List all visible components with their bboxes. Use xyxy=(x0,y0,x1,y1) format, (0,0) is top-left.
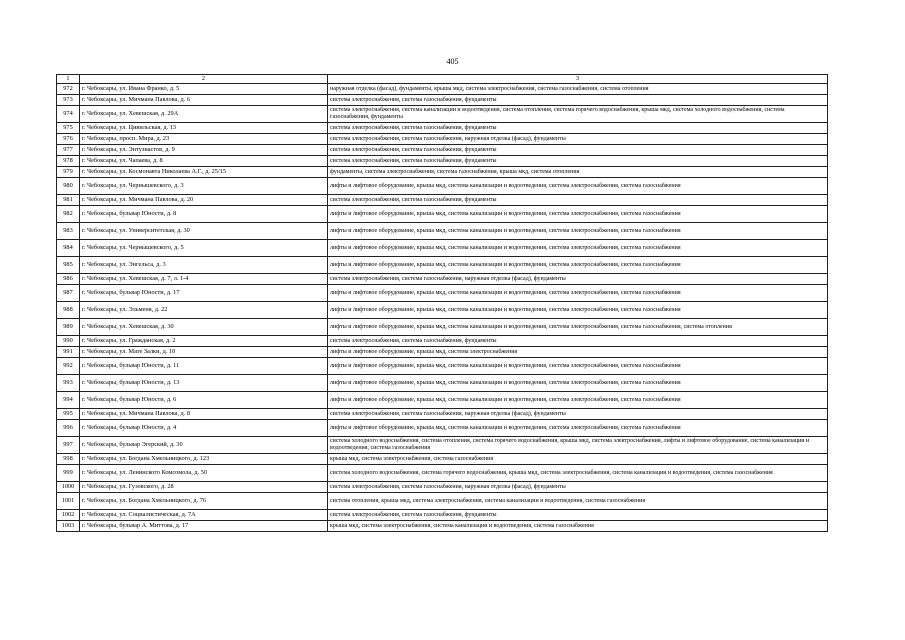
row-works: лифты и лифтовое оборудование, крыша мкд, система канализации и водоотведения, система электроснабжения, система газоснабжения xyxy=(328,223,828,240)
row-number: 984 xyxy=(57,240,80,257)
row-number: 998 xyxy=(57,454,80,465)
table-row xyxy=(57,336,828,347)
row-address: г. Чебоксары, ул. Ивана Франко, д. 5 xyxy=(80,84,328,95)
row-address: г. Чебоксары, ул. Социалистическая, д. 7А xyxy=(80,510,328,521)
row-works: система холодного водоснабжения, система горячего водоснабжения, крыша мкд, система электроснабжения, система канализации и водоотведения, система газоснабжения xyxy=(328,465,828,482)
row-works: система электроснабжения, система газоснабжения, наружная отделка (фасад), фундаменты xyxy=(328,482,828,493)
row-address: г. Чебоксары, ул. Университетская, д. 30 xyxy=(80,223,328,240)
row-address: г. Чебоксары, бульвар Юности, д. 17 xyxy=(80,285,328,302)
row-works: лифты и лифтовое оборудование, крыша мкд, система канализации и водоотведения, система электроснабжения, система газоснабжения, система отопления xyxy=(328,319,828,336)
table-row xyxy=(57,167,828,178)
row-address: г. Чебоксары, просп. Мира, д. 23 xyxy=(80,134,328,145)
row-address: г. Чебоксары, бульвар Юности, д. 13 xyxy=(80,375,328,392)
row-address: г. Чебоксары, ул. Чернышевского, д. 3 xyxy=(80,178,328,195)
table-row xyxy=(57,392,828,409)
table-row xyxy=(57,240,828,257)
row-number: 996 xyxy=(57,420,80,437)
table-row xyxy=(57,274,828,285)
row-number: 985 xyxy=(57,257,80,274)
header-col-number: 1 xyxy=(57,75,80,84)
table-row xyxy=(57,375,828,392)
buildings-table xyxy=(56,74,828,532)
row-address: г. Чебоксары, ул. Энгельса, д. 3 xyxy=(80,257,328,274)
row-address: г. Чебоксары, ул. Ленинского Комсомола, д. 50 xyxy=(80,465,328,482)
row-works: лифты и лифтовое оборудование, крыша мкд, система канализации и водоотведения, система электроснабжения, система газоснабжения xyxy=(328,206,828,223)
table-row xyxy=(57,257,828,274)
row-address: г. Чебоксары, ул. Мате Залки, д. 10 xyxy=(80,347,328,358)
row-address: г. Чебоксары, бульвар Юности, д. 11 xyxy=(80,358,328,375)
table-row xyxy=(57,482,828,493)
row-works: наружная отделка (фасад), фундаменты, крыша мкд, система электроснабжения, система газоснабжения, система отопления xyxy=(328,84,828,95)
table-row xyxy=(57,178,828,195)
row-address: г. Чебоксары, ул. Богдана Хмельницкого, д. 76 xyxy=(80,493,328,510)
row-address: г. Чебоксары, бульвар Юности, д. 8 xyxy=(80,206,328,223)
table-row xyxy=(57,302,828,319)
row-works: система электроснабжения, система газоснабжения, фундаменты xyxy=(328,95,828,106)
table-row xyxy=(57,106,828,123)
row-address: г. Чебоксары, ул. Богдана Хмельницкого, д. 123 xyxy=(80,454,328,465)
row-number: 979 xyxy=(57,167,80,178)
table-row xyxy=(57,134,828,145)
row-works: лифты и лифтовое оборудование, крыша мкд, система канализации и водоотведения, система электроснабжения, система газоснабжения xyxy=(328,375,828,392)
table-row xyxy=(57,465,828,482)
table-row xyxy=(57,195,828,206)
table-row xyxy=(57,145,828,156)
row-number: 975 xyxy=(57,123,80,134)
row-works: лифты и лифтовое оборудование, крыша мкд, система канализации и водоотведения, система электроснабжения, система газоснабжения xyxy=(328,420,828,437)
table-row xyxy=(57,84,828,95)
row-address: г. Чебоксары, ул. Чернышевского, д. 5 xyxy=(80,240,328,257)
row-number: 983 xyxy=(57,223,80,240)
row-works: лифты и лифтовое оборудование, крыша мкд, система электроснабжения xyxy=(328,347,828,358)
table-row xyxy=(57,420,828,437)
row-address: г. Чебоксары, ул. Космонавта Николаева А.Г., д. 25/15 xyxy=(80,167,328,178)
row-address: г. Чебоксары, ул. Мичмана Павлова, д. 6 xyxy=(80,95,328,106)
row-works: лифты и лифтовое оборудование, крыша мкд, система канализации и водоотведения, система электроснабжения, система газоснабжения xyxy=(328,302,828,319)
row-works: лифты и лифтовое оборудование, крыша мкд, система канализации и водоотведения, система электроснабжения, система газоснабжения xyxy=(328,392,828,409)
row-works: лифты и лифтовое оборудование, крыша мкд, система канализации и водоотведения, система электроснабжения, система газоснабжения xyxy=(328,358,828,375)
row-number: 976 xyxy=(57,134,80,145)
table-row xyxy=(57,123,828,134)
row-number: 999 xyxy=(57,465,80,482)
row-address: г. Чебоксары, бульвар Эгерский, д. 30 xyxy=(80,437,328,454)
row-number: 1003 xyxy=(57,521,80,532)
table-row xyxy=(57,521,828,532)
table-row xyxy=(57,156,828,167)
table-row xyxy=(57,510,828,521)
row-address: г. Чебоксары, ул. Эльменя, д. 22 xyxy=(80,302,328,319)
header-col-works: 3 xyxy=(328,75,828,84)
row-number: 974 xyxy=(57,106,80,123)
row-number: 993 xyxy=(57,375,80,392)
row-address: г. Чебоксары, ул. Хевешская, д. 7, л. 1-4 xyxy=(80,274,328,285)
table-row xyxy=(57,319,828,336)
row-address: г. Чебоксары, ул. Гузовского, д. 28 xyxy=(80,482,328,493)
row-number: 986 xyxy=(57,274,80,285)
row-address: г. Чебоксары, ул. Цивильская, д. 13 xyxy=(80,123,328,134)
row-address: г. Чебоксары, ул. Гражданская, д. 2 xyxy=(80,336,328,347)
row-number: 991 xyxy=(57,347,80,358)
row-number: 973 xyxy=(57,95,80,106)
row-number: 990 xyxy=(57,336,80,347)
row-works: лифты и лифтовое оборудование, крыша мкд, система канализации и водоотведения, система электроснабжения, система газоснабжения xyxy=(328,257,828,274)
row-address: г. Чебоксары, ул. Чапаева, д. 8 xyxy=(80,156,328,167)
row-works: крыша мкд, система электроснабжения, система канализации и водоотведения, система газоснабжения xyxy=(328,521,828,532)
row-address: г. Чебоксары, ул. Хевешская, д. 29А xyxy=(80,106,328,123)
row-number: 995 xyxy=(57,409,80,420)
row-address: г. Чебоксары, бульвар Юности, д. 4 xyxy=(80,420,328,437)
page-number: 405 xyxy=(446,57,459,66)
row-address: г. Чебоксары, ул. Энтузиастов, д. 9 xyxy=(80,145,328,156)
row-number: 987 xyxy=(57,285,80,302)
row-works: лифты и лифтовое оборудование, крыша мкд, система канализации и водоотведения, система электроснабжения, система газоснабжения xyxy=(328,240,828,257)
row-works: система электроснабжения, система газоснабжения, фундаменты xyxy=(328,123,828,134)
row-works: лифты и лифтовое оборудование, крыша мкд, система канализации и водоотведения, система электроснабжения, система газоснабжения xyxy=(328,178,828,195)
row-works: лифты и лифтовое оборудование, крыша мкд, система канализации и водоотведения, система электроснабжения, система газоснабжения xyxy=(328,285,828,302)
row-works: система отопления, крыша мкд, система электроснабжения, система канализации и водоотведения, система газоснабжения xyxy=(328,493,828,510)
row-number: 989 xyxy=(57,319,80,336)
table-header-row xyxy=(57,75,828,84)
table-row xyxy=(57,409,828,420)
row-number: 972 xyxy=(57,84,80,95)
row-number: 992 xyxy=(57,358,80,375)
table-row xyxy=(57,347,828,358)
header-col-address: 2 xyxy=(80,75,328,84)
row-number: 1001 xyxy=(57,493,80,510)
table-row xyxy=(57,206,828,223)
row-address: г. Чебоксары, ул. Хевешская, д. 30 xyxy=(80,319,328,336)
row-address: г. Чебоксары, ул. Мичмана Павлова, д. 8 xyxy=(80,409,328,420)
row-address: г. Чебоксары, ул. Мичмана Павлова, д. 20 xyxy=(80,195,328,206)
table-row xyxy=(57,95,828,106)
row-number: 980 xyxy=(57,178,80,195)
row-number: 981 xyxy=(57,195,80,206)
row-number: 988 xyxy=(57,302,80,319)
table-row xyxy=(57,223,828,240)
table-row xyxy=(57,493,828,510)
row-number: 982 xyxy=(57,206,80,223)
row-works: система электроснабжения, система газоснабжения, наружная отделка (фасад), фундаменты xyxy=(328,274,828,285)
row-number: 978 xyxy=(57,156,80,167)
row-number: 1000 xyxy=(57,482,80,493)
row-number: 997 xyxy=(57,437,80,454)
row-number: 994 xyxy=(57,392,80,409)
row-works: система электроснабжения, система газоснабжения, фундаменты xyxy=(328,510,828,521)
row-works: система электроснабжения, система газоснабжения, фундаменты xyxy=(328,156,828,167)
row-works: фундаменты, система электроснабжения, система газоснабжения, крыша мкд, система отопления xyxy=(328,167,828,178)
row-works: система электроснабжения, система газоснабжения, фундаменты xyxy=(328,145,828,156)
row-works: система электроснабжения, система газоснабжения, фундаменты xyxy=(328,336,828,347)
row-works: крыша мкд, система электроснабжения, система газоснабжения xyxy=(328,454,828,465)
table-row xyxy=(57,454,828,465)
row-number: 1002 xyxy=(57,510,80,521)
table-row xyxy=(57,285,828,302)
row-works: система холодного водоснабжения, система отопления, система горячего водоснабжения, крыша мкд, система электроснабжения, лифты и лифтовое оборудование, система канализации и водоотведения, система газоснабжения xyxy=(328,437,828,454)
table-row xyxy=(57,437,828,454)
table-row xyxy=(57,358,828,375)
row-address: г. Чебоксары, бульвар А. Миттова, д. 17 xyxy=(80,521,328,532)
row-works: система электроснабжения, система канализации и водоотведения, система отопления, система горячего водоснабжения, крыша мкд, система холодного водоснабжения, система газоснабжения, фундаменты xyxy=(328,106,828,123)
row-works: система электроснабжения, система газоснабжения, наружная отделка (фасад), фундаменты xyxy=(328,134,828,145)
row-address: г. Чебоксары, бульвар Юности, д. 6 xyxy=(80,392,328,409)
row-works: система электроснабжения, система газоснабжения, наружная отделка (фасад), фундаменты xyxy=(328,409,828,420)
row-number: 977 xyxy=(57,145,80,156)
row-works: система электроснабжения, система газоснабжения, фундаменты xyxy=(328,195,828,206)
